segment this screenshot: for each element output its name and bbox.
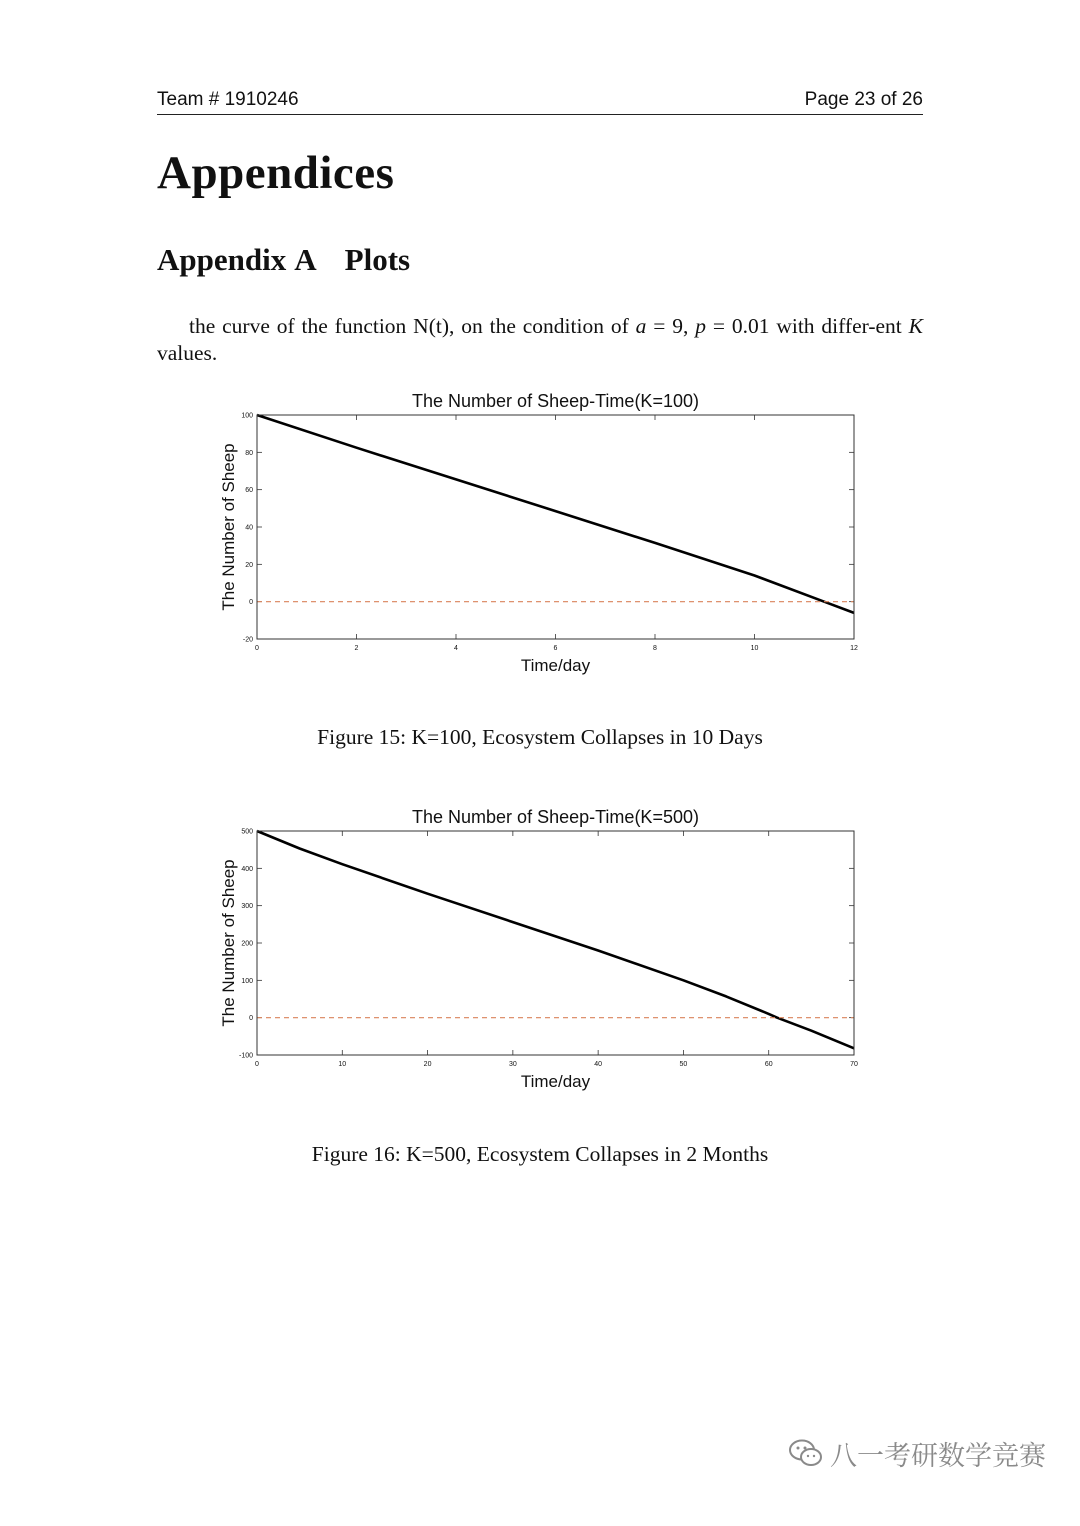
x-tick-label: 8 xyxy=(653,645,657,652)
para-text-1: the curve of the function N(t), on the condition of xyxy=(189,314,636,338)
y-tick-label: 100 xyxy=(241,977,253,985)
plot-frame xyxy=(257,415,854,639)
x-axis-label: Time/day xyxy=(520,1072,591,1091)
y-tick-label: -100 xyxy=(238,1052,253,1060)
section-title: Plots xyxy=(344,242,411,277)
y-tick-label: 500 xyxy=(241,828,253,836)
watermark-text: 八一考研数学竞赛 xyxy=(830,1440,1046,1472)
section-heading xyxy=(157,242,410,278)
y-tick-label: 20 xyxy=(245,561,253,569)
y-tick-label: -20 xyxy=(242,636,253,644)
y-tick-label: 300 xyxy=(241,903,253,911)
y-tick-label: 0 xyxy=(249,599,253,607)
watermark xyxy=(788,1433,1046,1473)
x-tick-label: 40 xyxy=(594,1061,603,1068)
x-tick-label: 2 xyxy=(354,645,359,652)
figure-15 xyxy=(200,385,880,685)
series-line-n-t- xyxy=(257,415,854,613)
figure-16-caption: Figure 16: K=500, Ecosystem Collapses in 2 Months xyxy=(311,1142,769,1166)
y-tick-label: 200 xyxy=(241,940,253,948)
x-tick-label: 6 xyxy=(553,645,558,652)
x-tick-label: 4 xyxy=(454,645,458,652)
chart-title: The Number of Sheep-Time(K=100) xyxy=(412,391,699,411)
y-tick-label: 400 xyxy=(241,865,253,873)
x-tick-label: 0 xyxy=(255,1061,259,1068)
y-axis-label: The Number of Sheep xyxy=(219,443,238,611)
para-p-value: = 0.01 with differ-ent xyxy=(705,314,909,338)
y-tick-label: 40 xyxy=(245,524,253,532)
para-text-2: values. xyxy=(157,341,218,365)
x-tick-label: 60 xyxy=(764,1061,773,1068)
section-number: Appendix A xyxy=(157,242,317,277)
x-tick-label: 20 xyxy=(423,1061,432,1068)
x-tick-label: 70 xyxy=(850,1061,858,1068)
x-tick-label: 30 xyxy=(508,1061,517,1068)
page-header xyxy=(157,88,923,115)
chart-k500 xyxy=(200,801,880,1101)
chart-k100 xyxy=(200,385,880,685)
x-tick-label: 0 xyxy=(255,645,259,652)
y-axis-label: The Number of Sheep xyxy=(219,859,238,1027)
y-tick-label: 100 xyxy=(241,412,253,420)
figure-15-caption: Figure 15: K=100, Ecosystem Collapses in 10 Days xyxy=(317,725,763,749)
x-tick-label: 50 xyxy=(679,1061,688,1068)
page-title: Appendices xyxy=(157,147,395,199)
x-tick-label: 10 xyxy=(750,645,759,652)
y-tick-label: 0 xyxy=(249,1015,253,1023)
intro-paragraph xyxy=(157,313,923,367)
para-a-value: = 9, xyxy=(646,314,696,338)
x-tick-label: 12 xyxy=(850,645,858,652)
x-tick-label: 10 xyxy=(338,1061,347,1068)
var-k: K xyxy=(908,314,923,338)
wechat-icon xyxy=(788,1438,824,1468)
y-tick-label: 60 xyxy=(245,487,253,495)
var-p: p xyxy=(695,314,706,338)
page-number: Page 23 of 26 xyxy=(804,89,923,110)
chart-title: The Number of Sheep-Time(K=500) xyxy=(412,807,699,827)
series-line-n-t- xyxy=(257,831,854,1048)
var-a: a xyxy=(635,314,647,338)
y-tick-label: 80 xyxy=(245,449,253,457)
figure-16 xyxy=(200,801,880,1101)
team-number: Team # 1910246 xyxy=(157,89,299,110)
x-axis-label: Time/day xyxy=(520,656,591,675)
